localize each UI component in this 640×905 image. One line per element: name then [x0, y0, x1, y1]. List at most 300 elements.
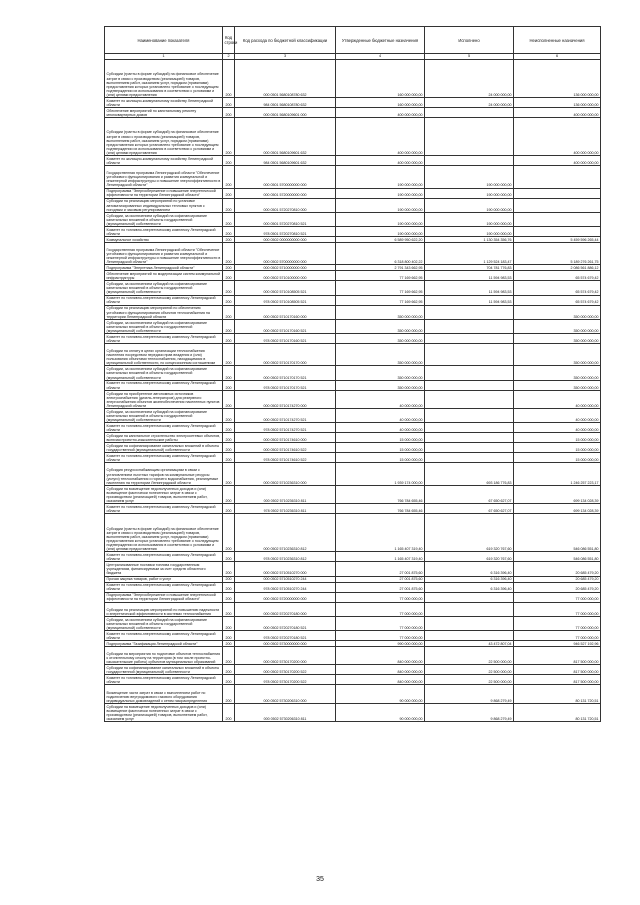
row-classification-code: 978 0502 5710236310 812 — [235, 552, 336, 562]
row-unexecuted: 817 500 000,00 — [514, 646, 601, 665]
row-code: 200 — [223, 423, 235, 433]
table-row — [105, 98, 601, 108]
row-code: 200 — [223, 514, 235, 552]
row-classification-code: 000 0502 5730170200 000 — [235, 646, 336, 665]
row-executed — [425, 156, 514, 166]
table-row — [105, 409, 601, 423]
row-classification-code: 984 0501 5680109601 632 — [235, 156, 336, 166]
row-name: Субсидии, за исключением субсидий на софинансирование капитальных вложений в объекты государственной (муниципальной) собственности — [105, 212, 223, 226]
row-code: 200 — [223, 118, 235, 156]
budget-execution-table — [104, 26, 601, 722]
row-classification-code: 000 0502 5710510270 244 — [235, 576, 336, 582]
row-code: 200 — [223, 295, 235, 305]
row-approved: 2 791 343 662,95 — [336, 265, 425, 271]
row-code: 200 — [223, 198, 235, 212]
row-executed — [425, 423, 514, 433]
row-code: 200 — [223, 212, 235, 226]
row-classification-code: 000 0501 5680109601 632 — [235, 118, 336, 156]
table-row — [105, 366, 601, 380]
row-executed — [425, 366, 514, 380]
row-approved: 190 000 000,00 — [336, 166, 425, 189]
row-approved: 77 000 000,00 — [336, 616, 425, 630]
table-header-row — [105, 27, 601, 54]
header-code: Код строки — [223, 27, 235, 54]
row-executed: 1 130 354 356,76 — [425, 236, 514, 242]
row-approved: 6 589 950 622,20 — [336, 236, 425, 242]
row-classification-code: 000 0502 5710236310 811 — [235, 485, 336, 504]
row-name: Централизованные поставки топлива государственным учреждениям, финансируемым за счет средств областного бюджета — [105, 562, 223, 576]
row-code: 200 — [223, 305, 235, 319]
row-code: 200 — [223, 433, 235, 443]
row-approved: 350 000 000,00 — [336, 333, 425, 343]
row-classification-code: 000 0502 5710174610 522 — [235, 443, 336, 453]
row-executed — [425, 616, 514, 630]
table-row — [105, 390, 601, 409]
row-classification-code: 000 0502 5710236310 000 — [235, 463, 336, 486]
row-unexecuted: 65 574 679,42 — [514, 271, 601, 281]
row-approved: 1 939 174 000,00 — [336, 463, 425, 486]
row-code: 200 — [223, 265, 235, 271]
row-unexecuted: 15 000 000,00 — [514, 443, 601, 453]
table-row — [105, 156, 601, 166]
row-name: Комитет по топливно-энергетическому комплексу Ленинградской области — [105, 504, 223, 514]
row-code: 200 — [223, 616, 235, 630]
row-name: Коммунальное хозяйство — [105, 236, 223, 242]
row-unexecuted: 350 000 000,00 — [514, 333, 601, 343]
row-executed — [425, 333, 514, 343]
row-code: 200 — [223, 453, 235, 463]
row-approved: 27 001 875,60 — [336, 576, 425, 582]
table-row — [105, 212, 601, 226]
row-executed: 190 000 000,00 — [425, 188, 514, 198]
row-name: Субсидии на возмещение недополученных доходов и (или) возмещение фактически понесенных затрат в связи с производством (реализацией) товаров, выполнением работ, оказанием услуг — [105, 485, 223, 504]
row-approved: 15 000 000,00 — [336, 433, 425, 443]
row-executed — [425, 433, 514, 443]
row-name: Субсидии на приобретение автономных источников электроснабжения (дизель-генераторов) для резервного энергоснабжения объектов жизнеобеспечения населенных пунктов Ленинградской области — [105, 390, 223, 409]
row-classification-code: 000 0502 5710100000 000 — [235, 271, 336, 281]
row-executed: 24 000 000,00 — [425, 98, 514, 108]
row-unexecuted: 40 000 000,00 — [514, 390, 601, 409]
row-unexecuted: 350 000 000,00 — [514, 343, 601, 366]
row-unexecuted: 350 000 000,00 — [514, 319, 601, 333]
row-unexecuted: 77 000 000,00 — [514, 630, 601, 640]
row-name: Комитет по топливно-энергетическому комплексу Ленинградской области — [105, 226, 223, 236]
row-code: 200 — [223, 409, 235, 423]
table-row — [105, 166, 601, 189]
row-code: 200 — [223, 485, 235, 504]
row-approved: 160 000 000,00 — [336, 60, 425, 98]
row-classification-code: 978 0502 5710510270 244 — [235, 582, 336, 592]
row-name: Субсидии (гранты в форме субсидий) на финансовое обеспечение затрат в связи с производством (реализацией) товаров, выполнением работ, оказанием услуг, порядком (правилами) предоставления которых установлено требование о последующем подтверждении их использования в соответствии с условиями и (или) целями предоставления — [105, 118, 223, 156]
row-unexecuted: 20 685 479,20 — [514, 562, 601, 576]
table-row — [105, 380, 601, 390]
row-code: 200 — [223, 576, 235, 582]
row-code: 200 — [223, 98, 235, 108]
row-approved: 40 000 000,00 — [336, 390, 425, 409]
row-executed: 190 000 000,00 — [425, 198, 514, 212]
row-classification-code: 000 0502 5720000000 000 — [235, 592, 336, 602]
row-classification-code: 000 0502 5710000000 000 — [235, 265, 336, 271]
table-row — [105, 562, 601, 576]
row-unexecuted: 817 500 000,00 — [514, 665, 601, 675]
row-code: 200 — [223, 390, 235, 409]
row-name: Комитет по топливно-энергетическому комплексу Ленинградской области — [105, 675, 223, 685]
row-name: Субсидии, за исключением субсидий на софинансирование капитальных вложений в объекты государственной (муниципальной) собственности — [105, 281, 223, 295]
row-code: 200 — [223, 333, 235, 343]
page-number: 35 — [316, 876, 324, 883]
row-code: 200 — [223, 504, 235, 514]
row-approved: 190 000 000,00 — [336, 198, 425, 212]
column-number: 2 — [223, 54, 235, 60]
row-executed: 704 781 776,83 — [425, 265, 514, 271]
row-approved: 840 000 000,00 — [336, 675, 425, 685]
row-executed — [425, 118, 514, 156]
row-executed: 22 500 000,00 — [425, 675, 514, 685]
row-classification-code: 000 0502 5710170170 521 — [235, 366, 336, 380]
row-code: 200 — [223, 271, 235, 281]
row-unexecuted: 5 459 596 265,44 — [514, 236, 601, 242]
row-approved: 766 784 655,46 — [336, 485, 425, 504]
table-row — [105, 665, 601, 675]
row-approved: 350 000 000,00 — [336, 319, 425, 333]
row-name: Обеспечение мероприятий по модернизации систем коммунальной инфраструктуры — [105, 271, 223, 281]
row-name: Комитет по топливно-энергетическому комплексу Ленинградской области — [105, 552, 223, 562]
row-classification-code: 000 0502 0000000000 000 — [235, 236, 336, 242]
row-executed — [425, 305, 514, 319]
row-executed: 67 650 627,07 — [425, 504, 514, 514]
row-name: Субсидии на софинансирование капитальных вложений в объекты государственной (муниципальной) собственности — [105, 665, 223, 675]
table-row — [105, 295, 601, 305]
row-executed: 11 594 983,53 — [425, 281, 514, 295]
row-name: Субсидии на реализацию мероприятий по повышению надежности и энергетической эффективности в системах теплоснабжения — [105, 602, 223, 616]
row-code: 200 — [223, 226, 235, 236]
table-row — [105, 504, 601, 514]
row-code: 200 — [223, 552, 235, 562]
row-executed — [425, 630, 514, 640]
row-approved: 766 784 655,46 — [336, 504, 425, 514]
row-classification-code: 978 0501 5720270810 521 — [235, 226, 336, 236]
column-number: 1 — [105, 54, 223, 60]
document-page — [104, 26, 600, 722]
row-code: 200 — [223, 188, 235, 198]
row-code: 200 — [223, 562, 235, 576]
row-classification-code: 000 0502 5710170160 000 — [235, 305, 336, 319]
row-unexecuted: 5 189 276 261,75 — [514, 242, 601, 265]
row-classification-code: 978 0502 5710174270 521 — [235, 423, 336, 433]
row-unexecuted — [514, 198, 601, 212]
row-unexecuted: 77 000 000,00 — [514, 602, 601, 616]
row-unexecuted: 80 131 720,51 — [514, 703, 601, 722]
row-approved: 1 165 407 319,40 — [336, 514, 425, 552]
header-name: Наименование показателя — [105, 27, 223, 54]
table-row — [105, 305, 601, 319]
row-name: Подпрограмма "Энергосбережение и повышение энергетической эффективности на территории Ленинградской области" — [105, 592, 223, 602]
row-code: 200 — [223, 236, 235, 242]
row-executed — [425, 409, 514, 423]
row-executed: 11 594 983,53 — [425, 271, 514, 281]
row-approved: 77 000 000,00 — [336, 630, 425, 640]
table-row — [105, 423, 601, 433]
row-unexecuted — [514, 226, 601, 236]
table-row — [105, 333, 601, 343]
row-code: 200 — [223, 640, 235, 646]
table-row — [105, 108, 601, 118]
row-code: 200 — [223, 166, 235, 189]
row-unexecuted: 15 000 000,00 — [514, 453, 601, 463]
row-approved: 190 000 000,00 — [336, 188, 425, 198]
row-executed — [425, 390, 514, 409]
row-name: Комитет по топливно-энергетическому комплексу Ленинградской области — [105, 582, 223, 592]
row-name: Комитет по топливно-энергетическому комплексу Ленинградской области — [105, 333, 223, 343]
row-approved: 840 000 000,00 — [336, 665, 425, 675]
column-number: 4 — [336, 54, 425, 60]
row-name: Комитет по жилищно-коммунальному хозяйству Ленинградской области — [105, 156, 223, 166]
row-classification-code: 000 0502 5710174270 521 — [235, 409, 336, 423]
row-approved: 27 001 875,60 — [336, 562, 425, 576]
table-row — [105, 463, 601, 486]
row-approved: 40 000 000,00 — [336, 409, 425, 423]
row-classification-code: 000 0502 5730206310 811 — [235, 703, 336, 722]
row-executed — [425, 108, 514, 118]
row-unexecuted: 2 086 561 886,12 — [514, 265, 601, 271]
row-unexecuted: 350 000 000,00 — [514, 305, 601, 319]
row-code: 200 — [223, 443, 235, 453]
row-unexecuted: 350 000 000,00 — [514, 380, 601, 390]
row-code: 200 — [223, 108, 235, 118]
row-classification-code: 000 0501 5720000000 000 — [235, 188, 336, 198]
table-body — [105, 60, 601, 722]
row-name: Субсидии на реализацию мероприятий по обеспечению устойчивого функционирования объектов теплоснабжения на территории Ленинградской области — [105, 305, 223, 319]
row-approved: 15 000 000,00 — [336, 453, 425, 463]
row-unexecuted: 546 086 551,80 — [514, 552, 601, 562]
header-unexecuted: Неисполненные назначения — [514, 27, 601, 54]
row-executed: 9 868 279,49 — [425, 685, 514, 704]
column-number: 5 — [425, 54, 514, 60]
row-name: Государственная программа Ленинградской области "Обеспечение устойчивого функционирования и развития коммунальной и инженерной инфраструктуры и повышение энергоэффективности в Ленинградской области" — [105, 242, 223, 265]
row-unexecuted: 20 685 479,20 — [514, 576, 601, 582]
row-name: Государственная программа Ленинградской области "Обеспечение устойчивого функционирования и развития коммунальной и инженерной инфраструктуры и повышение энергоэффективности в Ленинградской области" — [105, 166, 223, 189]
header-executed: Исполнено — [425, 27, 514, 54]
row-unexecuted: 1 246 257 223,17 — [514, 463, 601, 486]
row-executed: 619 320 767,60 — [425, 514, 514, 552]
row-executed: 22 500 000,00 — [425, 665, 514, 675]
row-code: 200 — [223, 319, 235, 333]
row-approved: 990 000 000,00 — [336, 640, 425, 646]
row-approved: 1 165 407 319,40 — [336, 552, 425, 562]
table-row — [105, 188, 601, 198]
table-row — [105, 281, 601, 295]
row-unexecuted: 817 500 000,00 — [514, 675, 601, 685]
row-unexecuted: 400 000 000,00 — [514, 118, 601, 156]
row-classification-code: 978 0502 5710236310 811 — [235, 504, 336, 514]
row-classification-code: 000 0501 5680108780 632 — [235, 60, 336, 98]
row-classification-code: 000 0502 5700000000 000 — [235, 242, 336, 265]
row-executed: 693 186 776,83 — [425, 463, 514, 486]
row-code: 200 — [223, 366, 235, 380]
row-name: Субсидии на софинансирование капитальных вложений в объекты государственной (муниципальной) собственности — [105, 443, 223, 453]
row-unexecuted: 699 134 028,39 — [514, 504, 601, 514]
row-approved: 350 000 000,00 — [336, 305, 425, 319]
table-row — [105, 675, 601, 685]
table-row — [105, 582, 601, 592]
row-name: Комитет по топливно-энергетическому комплексу Ленинградской области — [105, 423, 223, 433]
table-row — [105, 242, 601, 265]
table-row — [105, 453, 601, 463]
row-classification-code: 978 0502 5710170160 521 — [235, 333, 336, 343]
table-row — [105, 319, 601, 333]
row-classification-code: 978 0502 5730170200 522 — [235, 675, 336, 685]
row-executed: 1 129 524 183,47 — [425, 242, 514, 265]
row-name: Субсидии, за исключением субсидий на софинансирование капитальных вложений в объекты государственной (муниципальной) собственности — [105, 616, 223, 630]
row-classification-code: 000 0502 5710170170 000 — [235, 343, 336, 366]
row-code: 200 — [223, 242, 235, 265]
row-unexecuted: 20 685 479,20 — [514, 582, 601, 592]
row-executed: 9 868 279,49 — [425, 703, 514, 722]
row-name: Подпрограмма "Газификация Ленинградской области" — [105, 640, 223, 646]
row-executed — [425, 380, 514, 390]
row-approved: 90 000 000,00 — [336, 685, 425, 704]
row-name: Субсидии на возмещение недополученных доходов и (или) возмещение фактически понесенных затрат в связи с производством (реализацией) товаров, выполнением работ, оказанием услуг — [105, 703, 223, 722]
row-approved: 6 318 800 402,22 — [336, 242, 425, 265]
row-executed: 190 000 000,00 — [425, 226, 514, 236]
row-classification-code: 000 0502 5730000000 000 — [235, 640, 336, 646]
row-name: Субсидия ресурсоснабжающим организациям в связи с установлением льготных тарифов на коммунальные ресурсы (услуги) теплоснабжения и горячего водоснабжения, реализуемые населению на территории Ленинградской области — [105, 463, 223, 486]
row-executed — [425, 343, 514, 366]
row-approved: 15 000 000,00 — [336, 443, 425, 453]
row-classification-code: 978 0502 5710170170 521 — [235, 380, 336, 390]
row-classification-code: 978 0502 5710174610 522 — [235, 453, 336, 463]
row-classification-code: 978 0502 5710108505 521 — [235, 295, 336, 305]
row-approved: 40 000 000,00 — [336, 423, 425, 433]
table-row — [105, 703, 601, 722]
row-code: 200 — [223, 156, 235, 166]
row-name: Субсидии на капитальное строительство электросетевых объектов, включая проектно-изыскательские работы — [105, 433, 223, 443]
row-unexecuted — [514, 188, 601, 198]
row-executed: 24 000 000,00 — [425, 60, 514, 98]
row-approved: 27 001 875,60 — [336, 582, 425, 592]
row-classification-code: 000 0502 5710236310 812 — [235, 514, 336, 552]
row-approved: 190 000 000,00 — [336, 226, 425, 236]
row-code: 200 — [223, 582, 235, 592]
row-code: 200 — [223, 685, 235, 704]
row-executed — [425, 602, 514, 616]
row-approved: 77 000 000,00 — [336, 592, 425, 602]
table-row — [105, 646, 601, 665]
table-row — [105, 443, 601, 453]
row-classification-code: 000 0502 5710510270 000 — [235, 562, 336, 576]
table-row — [105, 685, 601, 704]
row-unexecuted: 136 000 000,00 — [514, 98, 601, 108]
column-number: 3 — [235, 54, 336, 60]
row-code: 200 — [223, 281, 235, 295]
table-row — [105, 433, 601, 443]
table-row — [105, 271, 601, 281]
row-unexecuted: 400 000 000,00 — [514, 108, 601, 118]
row-approved: 350 000 000,00 — [336, 343, 425, 366]
row-approved: 77 169 662,95 — [336, 271, 425, 281]
row-code: 200 — [223, 703, 235, 722]
row-classification-code: 000 0502 5710174610 000 — [235, 433, 336, 443]
table-row — [105, 616, 601, 630]
table-row — [105, 602, 601, 616]
row-unexecuted: 40 000 000,00 — [514, 423, 601, 433]
row-unexecuted: 699 134 028,39 — [514, 485, 601, 504]
row-approved: 77 169 662,95 — [336, 281, 425, 295]
row-code: 200 — [223, 646, 235, 665]
table-row — [105, 552, 601, 562]
row-name: Субсидии на оплату в целях организации теплоснабжения населения посредством передачи прав владения и (или) пользования объектами теплоснабжения, находящимися в муниципальной собственности, по концессионным соглашениям — [105, 343, 223, 366]
row-name: Субсидии, за исключением субсидий на софинансирование капитальных вложений в объекты государственной (муниципальной) собственности — [105, 409, 223, 423]
row-classification-code: 000 0502 5720270180 521 — [235, 616, 336, 630]
row-code: 200 — [223, 592, 235, 602]
header-classification-code: Код расхода по бюджетной классификации — [235, 27, 336, 54]
row-executed: 6 316 396,40 — [425, 562, 514, 576]
row-approved: 400 000 000,00 — [336, 156, 425, 166]
row-executed: 190 000 000,00 — [425, 212, 514, 226]
table-row — [105, 485, 601, 504]
row-approved: 160 000 000,00 — [336, 98, 425, 108]
row-classification-code: 000 0502 5730170200 522 — [235, 665, 336, 675]
row-executed: 6 316 396,40 — [425, 582, 514, 592]
row-classification-code: 000 0502 5720270180 000 — [235, 602, 336, 616]
row-unexecuted — [514, 212, 601, 226]
table-row — [105, 60, 601, 98]
header-approved: Утвержденные бюджетные назначения — [336, 27, 425, 54]
row-name: Обеспечение мероприятий по капитальному ремонту многоквартирных домов — [105, 108, 223, 118]
row-executed: 22 500 000,00 — [425, 646, 514, 665]
row-executed — [425, 443, 514, 453]
row-unexecuted: 77 000 000,00 — [514, 592, 601, 602]
row-approved: 77 000 000,00 — [336, 602, 425, 616]
row-classification-code: 000 0501 5700000000 000 — [235, 166, 336, 189]
row-name: Комитет по топливно-энергетическому комплексу Ленинградской области — [105, 295, 223, 305]
row-name: Субсидии на мероприятия по подготовке объектов теплоснабжения к отопительному сезону на территории (в том числе проектно-изыскательские работы) субъектов муниципальных образований — [105, 646, 223, 665]
row-executed: 43 472 807,04 — [425, 640, 514, 646]
table-row — [105, 514, 601, 552]
row-name: Субсидии на реализацию мероприятий по установке автоматизированных индивидуальных тепловых пунктов с погодным и часовым регулированием — [105, 198, 223, 212]
table-row — [105, 118, 601, 156]
row-approved: 90 000 000,00 — [336, 703, 425, 722]
row-classification-code: 984 0501 5680108780 632 — [235, 98, 336, 108]
row-approved: 77 169 662,95 — [336, 295, 425, 305]
table-row — [105, 198, 601, 212]
table-row — [105, 343, 601, 366]
row-unexecuted: 65 574 679,42 — [514, 295, 601, 305]
row-name: Прочая закупка товаров, работ и услуг — [105, 576, 223, 582]
row-approved: 400 000 000,00 — [336, 118, 425, 156]
row-approved: 400 000 000,00 — [336, 108, 425, 118]
row-executed: 6 316 396,40 — [425, 576, 514, 582]
row-executed — [425, 453, 514, 463]
row-name: Субсидии (гранты в форме субсидий) на финансовое обеспечение затрат в связи с производством (реализацией) товаров, выполнением работ, оказанием услуг, порядком (правилами) предоставления которых установлено требование о последующем подтверждении их использования в соответствии с условиями и (или) целями предоставления — [105, 514, 223, 552]
row-classification-code: 000 0501 5720270810 000 — [235, 198, 336, 212]
table-row — [105, 592, 601, 602]
row-unexecuted: 136 000 000,00 — [514, 60, 601, 98]
row-unexecuted — [514, 166, 601, 189]
row-unexecuted: 400 000 000,00 — [514, 156, 601, 166]
row-approved: 190 000 000,00 — [336, 212, 425, 226]
row-classification-code: 000 0502 5730206310 000 — [235, 685, 336, 704]
row-unexecuted: 40 000 000,00 — [514, 409, 601, 423]
row-classification-code: 000 0502 5710170160 521 — [235, 319, 336, 333]
row-code: 200 — [223, 463, 235, 486]
row-unexecuted: 65 574 679,42 — [514, 281, 601, 295]
row-executed — [425, 592, 514, 602]
row-code: 200 — [223, 60, 235, 98]
row-executed: 190 000 000,00 — [425, 166, 514, 189]
row-classification-code: 000 0502 5710174270 000 — [235, 390, 336, 409]
table-row — [105, 630, 601, 640]
